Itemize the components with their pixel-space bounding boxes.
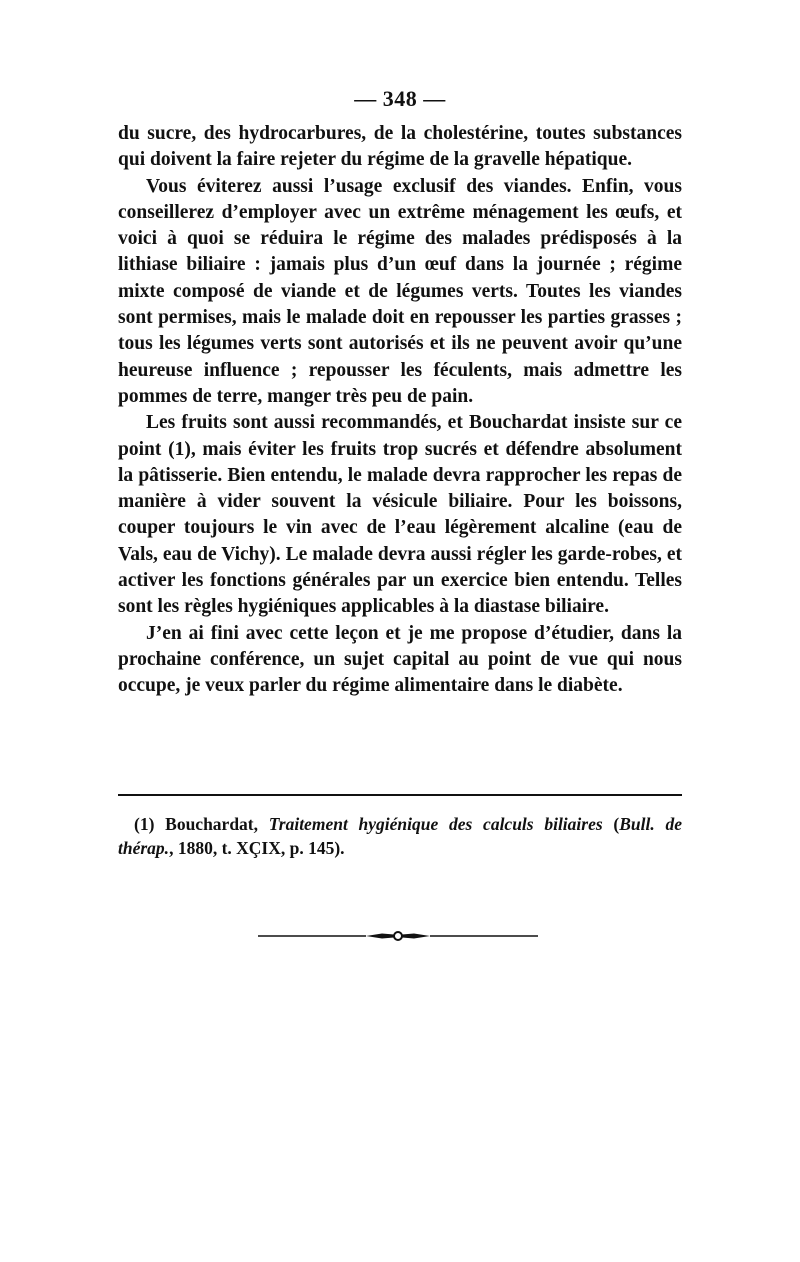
page-number: — 348 — xyxy=(354,86,446,111)
end-ornament-icon xyxy=(258,926,538,946)
footnote-title: Traitement hygiénique des calculs biliaires xyxy=(268,814,603,834)
footnote-divider xyxy=(118,794,682,796)
footnote-author: Bouchardat, xyxy=(165,814,258,834)
footnote-marker: (1) xyxy=(134,814,155,834)
paragraph-fruits-drinks: Les fruits sont aussi recommandés, et Bouchardat insiste sur ce point (1), mais éviter les fruits trop sucrés et défendre absolument la pâtisserie. Bien entendu, le malade devra rapprocher les repas de manière à vider souvent la vésicule biliaire. Pour les boissons, couper toujours le vin avec de l’eau légèrement alcaline (eau de Vals, eau de Vichy). Le malade devra aussi régler les garde-robes, et activer les fonctions générales par un exercice bien entendu. Telles sont les règles hygiéniques applicables à la diastase biliaire. xyxy=(118,412,682,618)
footnote-journal-open: ( xyxy=(613,814,620,834)
footnote-journal: Bull. de thérap. xyxy=(118,814,682,858)
paragraph-diet-meats: Vous éviterez aussi l’usage exclusif des viandes. Enfin, vous conseillerez d’employer avec un extrême ménagement les œufs, et voici à quoi se réduira le régime des malades prédisposés à la lithiase biliaire : jamais plus d’un œuf dans la journée ; régime mixte composé de viande et de légumes verts. Toutes les viandes sont permises, mais le malade doit en repousser les parties grasses ; tous les légumes verts sont autorisés et ils ne peuvent avoir qu’une heureuse influence ; repousser les féculents, mais admettre les pommes de terre, manger très peu de pain. xyxy=(118,175,682,407)
paragraph-continuation: du sucre, des hydrocarbures, de la cholestérine, toutes substances qui doivent la faire rejeter du régime de la gravelle hépatique. xyxy=(118,123,682,171)
paragraph-conclusion: J’en ai fini avec cette leçon et je me propose d’étudier, dans la prochaine conférence, un sujet capital au point de vue qui nous occupe, je veux parler du régime alimentaire dans le diabète. xyxy=(118,622,682,697)
footnote xyxy=(118,812,682,860)
body-text xyxy=(118,121,682,700)
footnote-details: , 1880, t. XÇIX, p. 145). xyxy=(169,838,345,858)
